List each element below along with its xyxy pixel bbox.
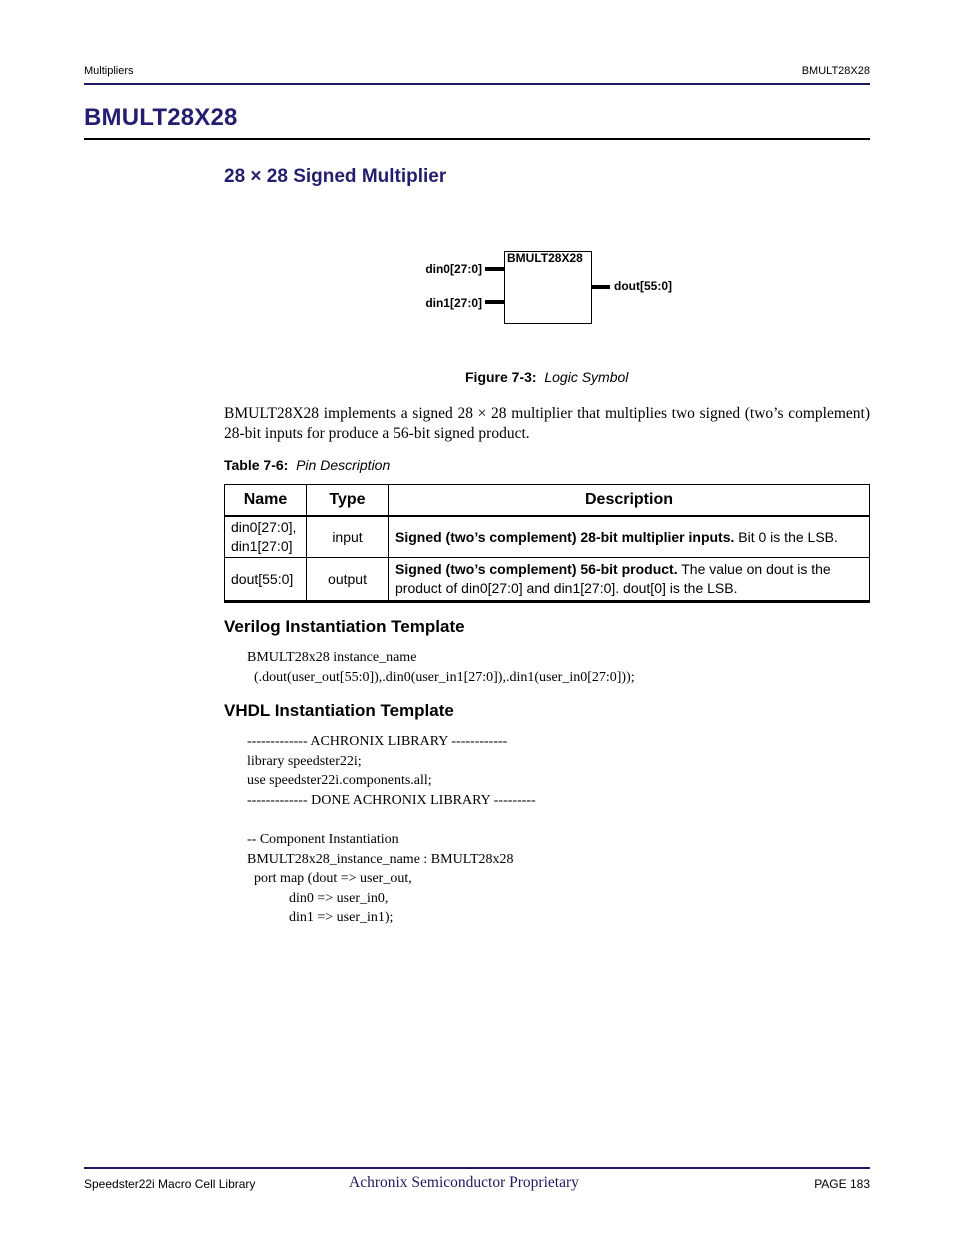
title-rule <box>84 138 870 140</box>
col-header-type: Type <box>307 485 389 517</box>
header-rule <box>84 83 870 85</box>
cell-name-line2: din1[27:0] <box>231 538 293 554</box>
footer-rule <box>84 1167 870 1169</box>
intro-paragraph: BMULT28X28 implements a signed 28 × 28 multiplier that multiplies two signed (two’s complement) 28-bit inputs for produce a 56-bit signed product. <box>224 405 870 442</box>
vhdl-code: ------------- ACHRONIX LIBRARY ------------ library speedster22i; use speedster22i.components.all; ------------- DONE ACHRONIX LIBRARY --------- -- Component Instantiation BMULT28x28_instance_name : BMULT28x28 port map (dout => user_out, din0 => user_in0, din1 => user_in1); <box>247 734 536 926</box>
cell-description <box>389 558 870 602</box>
figure-caption-label: Figure 7-3: <box>465 369 537 385</box>
cell-type: input <box>307 516 389 558</box>
header-cell-name: BMULT28X28 <box>801 65 870 77</box>
footer-page-number: PAGE 183 <box>814 1177 870 1191</box>
figure-caption-text: Logic Symbol <box>544 369 629 385</box>
col-header-description: Description <box>389 485 870 517</box>
table-row <box>225 516 870 558</box>
din0-label: din0[27:0] <box>425 262 482 276</box>
table-caption-label: Table 7-6: <box>224 457 289 473</box>
cell-name-line1: din0[27:0], <box>231 519 297 535</box>
block-label: BMULT28X28 <box>507 251 583 265</box>
cell-description-bold: Signed (two’s complement) 28-bit multiplier inputs. <box>395 528 735 545</box>
din1-pin <box>485 300 504 304</box>
cell-type: output <box>307 558 389 602</box>
dout-label: dout[55:0] <box>614 279 672 293</box>
table-header-row <box>225 485 870 517</box>
din0-pin <box>485 267 504 271</box>
din1-label: din1[27:0] <box>425 296 482 310</box>
table-row <box>225 558 870 602</box>
verilog-heading: Verilog Instantiation Template <box>224 617 465 636</box>
header-section-label: Multipliers <box>84 65 134 77</box>
cell-description-rest: Bit 0 is the LSB. <box>734 528 838 545</box>
footer-doc-title: Speedster22i Macro Cell Library <box>84 1177 256 1191</box>
section-title: 28 × 28 Signed Multiplier <box>224 166 447 187</box>
cell-description <box>389 516 870 558</box>
footer-proprietary: Achronix Semiconductor Proprietary <box>349 1174 579 1191</box>
cell-description-rest: The value on dout is the product of din0[27:0] and din1[27:0]. dout[0] is the LSB. <box>395 561 831 596</box>
logic-symbol-diagram <box>400 240 700 340</box>
page-title: BMULT28X28 <box>84 104 238 131</box>
table-caption-text: Pin Description <box>296 457 391 473</box>
col-header-name: Name <box>225 485 307 517</box>
verilog-code: BMULT28x28 instance_name (.dout(user_out[55:0]),.din0(user_in1[27:0]),.din1(user_in0[27:0])); <box>247 650 635 685</box>
cell-name <box>225 516 307 558</box>
table-caption <box>224 457 390 473</box>
dout-pin <box>592 285 610 289</box>
cell-name <box>225 558 307 602</box>
pin-description-table <box>224 484 870 603</box>
cell-name-line1: dout[55:0] <box>231 570 294 587</box>
cell-description-bold: Signed (two’s complement) 56-bit product. <box>395 561 678 577</box>
vhdl-heading: VHDL Instantiation Template <box>224 701 454 720</box>
figure-caption <box>465 369 628 385</box>
